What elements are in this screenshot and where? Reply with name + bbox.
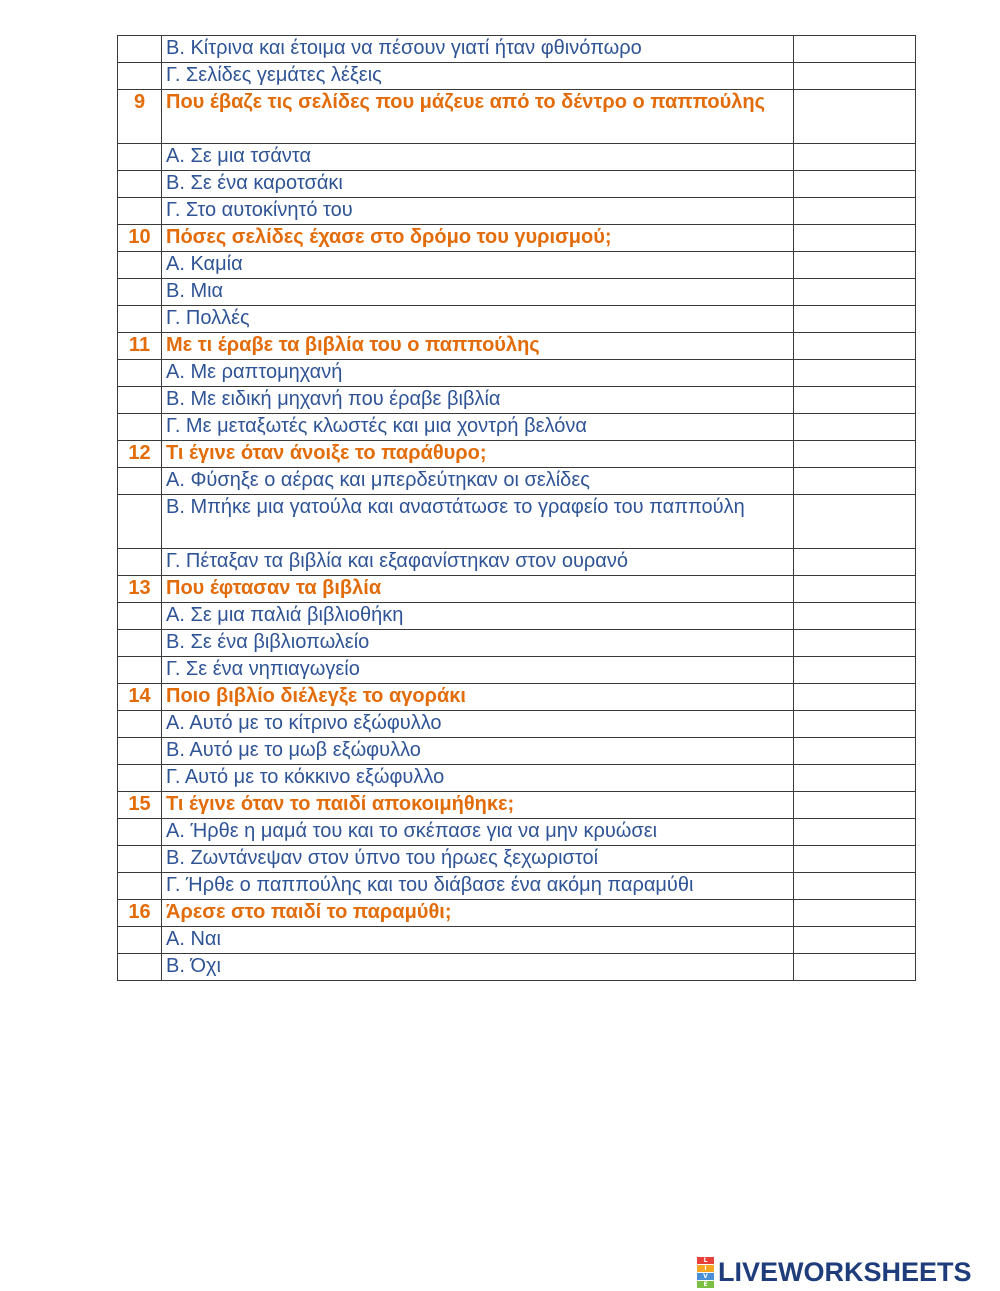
logo-mark-e: E xyxy=(697,1281,714,1288)
option-label: Α. Με ραπτομηχανή xyxy=(166,361,343,383)
option-label: Γ. Αυτό με το κόκκινο εξώφυλλο xyxy=(166,766,445,788)
question-text xyxy=(162,576,794,603)
answer-cell[interactable] xyxy=(794,630,916,657)
question-number xyxy=(118,549,162,576)
answer-cell xyxy=(794,792,916,819)
option-label: Β. Με ειδική μηχανή που έραβε βιβλία xyxy=(166,388,501,410)
question-number xyxy=(118,630,162,657)
question-number: 12 xyxy=(118,441,162,468)
option-text xyxy=(162,954,794,981)
option-row xyxy=(118,711,916,738)
option-text xyxy=(162,657,794,684)
option-row xyxy=(118,387,916,414)
question-label: Τι έγινε όταν το παιδί αποκοιμήθηκε; xyxy=(166,793,515,815)
logo-mark-icon xyxy=(697,1257,714,1288)
option-label: Γ. Σελίδες γεμάτες λέξεις xyxy=(166,64,382,86)
option-text xyxy=(162,846,794,873)
question-text xyxy=(162,90,794,144)
option-text xyxy=(162,927,794,954)
option-text xyxy=(162,765,794,792)
question-number: 9 xyxy=(118,90,162,144)
question-text xyxy=(162,900,794,927)
answer-cell xyxy=(794,441,916,468)
question-number xyxy=(118,927,162,954)
option-text xyxy=(162,549,794,576)
answer-cell[interactable] xyxy=(794,387,916,414)
option-row xyxy=(118,846,916,873)
question-number xyxy=(118,36,162,63)
option-row xyxy=(118,144,916,171)
question-text xyxy=(162,333,794,360)
option-row xyxy=(118,63,916,90)
option-text xyxy=(162,36,794,63)
option-text xyxy=(162,711,794,738)
option-label: Γ. Στο αυτοκίνητό του xyxy=(166,199,353,221)
answer-cell[interactable] xyxy=(794,306,916,333)
question-number xyxy=(118,819,162,846)
option-label: Β. Σε ένα βιβλιοπωλείο xyxy=(166,631,370,653)
question-number xyxy=(118,198,162,225)
option-label: Α. Φύσηξε ο αέρας και μπερδεύτηκαν οι σελίδες xyxy=(166,469,590,491)
question-number: 11 xyxy=(118,333,162,360)
option-text xyxy=(162,198,794,225)
option-label: Β. Ζωντάνεψαν στον ύπνο του ήρωες ξεχωριστοί xyxy=(166,847,599,869)
question-number xyxy=(118,306,162,333)
option-label: Β. Σε ένα καροτσάκι xyxy=(166,172,343,194)
question-label: Ποιο βιβλίο διέλεγξε το αγοράκι xyxy=(166,685,466,707)
option-text xyxy=(162,414,794,441)
answer-cell[interactable] xyxy=(794,171,916,198)
option-row xyxy=(118,954,916,981)
question-number: 14 xyxy=(118,684,162,711)
question-row xyxy=(118,900,916,927)
option-label: Α. Σε μια παλιά βιβλιοθήκη xyxy=(166,604,404,626)
question-number xyxy=(118,468,162,495)
question-text xyxy=(162,792,794,819)
option-label: Α. Σε μια τσάντα xyxy=(166,145,312,167)
answer-cell[interactable] xyxy=(794,198,916,225)
option-text xyxy=(162,306,794,333)
answer-cell[interactable] xyxy=(794,657,916,684)
quiz-table xyxy=(117,35,916,981)
option-label: Α. Ήρθε η μαμά του και το σκέπασε για να μην κρυώσει xyxy=(166,820,658,842)
answer-cell[interactable] xyxy=(794,765,916,792)
option-row xyxy=(118,927,916,954)
answer-cell[interactable] xyxy=(794,495,916,549)
liveworksheets-logo xyxy=(697,1254,972,1290)
option-label: Γ. Ήρθε ο παππούλης και του διάβασε ένα ακόμη παραμύθι xyxy=(166,874,694,896)
question-text xyxy=(162,441,794,468)
option-text xyxy=(162,360,794,387)
option-row xyxy=(118,171,916,198)
question-number: 10 xyxy=(118,225,162,252)
option-text xyxy=(162,252,794,279)
option-row xyxy=(118,765,916,792)
answer-cell xyxy=(794,225,916,252)
option-row xyxy=(118,468,916,495)
question-number xyxy=(118,738,162,765)
question-row xyxy=(118,792,916,819)
answer-cell[interactable] xyxy=(794,63,916,90)
answer-cell[interactable] xyxy=(794,36,916,63)
option-text xyxy=(162,144,794,171)
answer-cell[interactable] xyxy=(794,603,916,630)
question-number xyxy=(118,765,162,792)
question-number: 15 xyxy=(118,792,162,819)
answer-cell[interactable] xyxy=(794,468,916,495)
logo-text: LIVEWORKSHEETS xyxy=(718,1256,972,1287)
option-row xyxy=(118,603,916,630)
question-number: 16 xyxy=(118,900,162,927)
answer-cell[interactable] xyxy=(794,954,916,981)
question-row xyxy=(118,684,916,711)
question-row xyxy=(118,576,916,603)
option-row xyxy=(118,657,916,684)
answer-cell[interactable] xyxy=(794,738,916,765)
option-label: Γ. Σε ένα νηπιαγωγείο xyxy=(166,658,360,680)
logo-mark-i: I xyxy=(697,1265,714,1272)
option-label: Β. Μπήκε μια γατούλα και αναστάτωσε το γραφείο του παππούλη xyxy=(166,496,745,518)
option-label: Γ. Με μεταξωτές κλωστές και μια χοντρή βελόνα xyxy=(166,415,587,437)
option-label: Α. Καμία xyxy=(166,253,243,275)
question-label: Με τι έραβε τα βιβλία του ο παππούλης xyxy=(166,334,540,356)
answer-cell[interactable] xyxy=(794,279,916,306)
logo-mark-l: L xyxy=(697,1257,714,1264)
option-text xyxy=(162,603,794,630)
logo-mark-v: V xyxy=(697,1273,714,1280)
question-number xyxy=(118,873,162,900)
question-label: Που έφτασαν τα βιβλία xyxy=(166,577,382,599)
option-row xyxy=(118,252,916,279)
answer-cell[interactable] xyxy=(794,846,916,873)
question-number xyxy=(118,846,162,873)
question-number xyxy=(118,414,162,441)
option-row xyxy=(118,414,916,441)
option-row xyxy=(118,819,916,846)
option-row xyxy=(118,549,916,576)
question-number xyxy=(118,171,162,198)
option-row xyxy=(118,36,916,63)
answer-cell[interactable] xyxy=(794,711,916,738)
question-number xyxy=(118,387,162,414)
option-text xyxy=(162,279,794,306)
question-number xyxy=(118,144,162,171)
answer-cell xyxy=(794,576,916,603)
option-text xyxy=(162,738,794,765)
option-text xyxy=(162,387,794,414)
answer-cell[interactable] xyxy=(794,360,916,387)
answer-cell xyxy=(794,90,916,144)
question-row xyxy=(118,441,916,468)
answer-cell[interactable] xyxy=(794,414,916,441)
answer-cell xyxy=(794,900,916,927)
option-row xyxy=(118,738,916,765)
option-label: Β. Κίτρινα και έτοιμα να πέσουν γιατί ήταν φθινόπωρο xyxy=(166,37,642,59)
question-number xyxy=(118,711,162,738)
option-row xyxy=(118,306,916,333)
question-number xyxy=(118,63,162,90)
question-label: Τι έγινε όταν άνοιξε το παράθυρο; xyxy=(166,442,487,464)
question-text xyxy=(162,225,794,252)
answer-cell xyxy=(794,333,916,360)
option-label: Γ. Πέταξαν τα βιβλία και εξαφανίστηκαν στον ουρανό xyxy=(166,550,628,572)
answer-cell[interactable] xyxy=(794,252,916,279)
question-number: 13 xyxy=(118,576,162,603)
question-number xyxy=(118,360,162,387)
option-text xyxy=(162,171,794,198)
answer-cell[interactable] xyxy=(794,873,916,900)
answer-cell[interactable] xyxy=(794,819,916,846)
option-row xyxy=(118,630,916,657)
option-text xyxy=(162,468,794,495)
question-label: Άρεσε στο παιδί το παραμύθι; xyxy=(166,901,452,923)
option-row xyxy=(118,873,916,900)
question-row xyxy=(118,90,916,144)
option-label: Β. Όχι xyxy=(166,955,221,977)
option-text xyxy=(162,63,794,90)
question-label: Που έβαζε τις σελίδες που μάζευε από το δέντρο ο παππούλης xyxy=(166,91,765,113)
answer-cell xyxy=(794,684,916,711)
option-row xyxy=(118,495,916,549)
question-number xyxy=(118,252,162,279)
option-text xyxy=(162,873,794,900)
question-number xyxy=(118,495,162,549)
option-label: Γ. Πολλές xyxy=(166,307,250,329)
option-text xyxy=(162,630,794,657)
answer-cell[interactable] xyxy=(794,144,916,171)
option-row xyxy=(118,198,916,225)
option-text xyxy=(162,819,794,846)
question-row xyxy=(118,333,916,360)
question-number xyxy=(118,279,162,306)
option-label: Β. Αυτό με το μωβ εξώφυλλο xyxy=(166,739,421,761)
question-number xyxy=(118,657,162,684)
question-number xyxy=(118,954,162,981)
option-label: Α. Ναι xyxy=(166,928,221,950)
question-text xyxy=(162,684,794,711)
option-row xyxy=(118,279,916,306)
answer-cell[interactable] xyxy=(794,549,916,576)
option-label: Α. Αυτό με το κίτρινο εξώφυλλο xyxy=(166,712,442,734)
option-row xyxy=(118,360,916,387)
question-label: Πόσες σελίδες έχασε στο δρόμο του γυρισμού; xyxy=(166,226,612,248)
question-row xyxy=(118,225,916,252)
option-label: Β. Μια xyxy=(166,280,224,302)
option-text xyxy=(162,495,794,549)
quiz-table-body xyxy=(118,36,916,981)
answer-cell[interactable] xyxy=(794,927,916,954)
question-number xyxy=(118,603,162,630)
